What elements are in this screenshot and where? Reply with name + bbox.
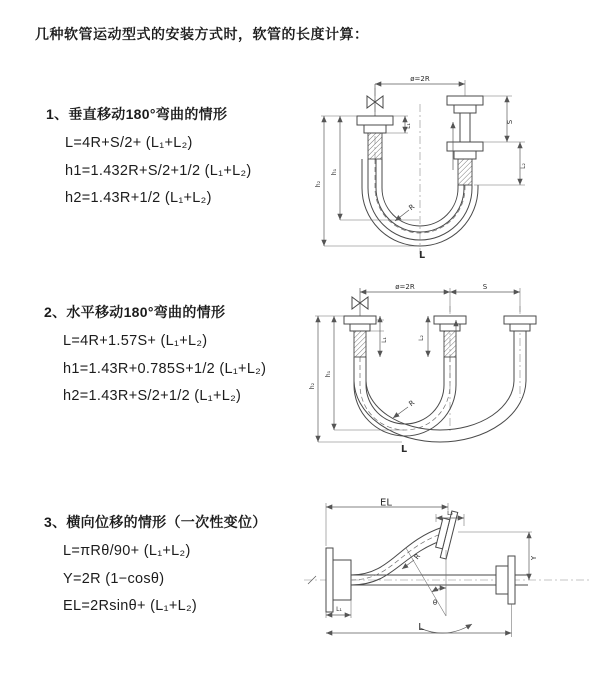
dim-l2-label: L₂ <box>520 163 527 169</box>
right-flange-lower <box>447 142 483 185</box>
upper-flange <box>433 509 457 559</box>
dim-h1-label: h₁ <box>331 168 338 176</box>
diagram-vertical-180 <box>310 70 598 262</box>
left-flange <box>357 116 393 159</box>
dim-stroke-label: S <box>506 119 514 125</box>
right-flange-upper <box>447 96 483 142</box>
formula-h1: h1=1.43R+0.785S+1/2 (L₁+L₂) <box>63 360 267 377</box>
section-1-formulas <box>65 135 252 206</box>
middle-flange <box>434 316 466 357</box>
radius-label: R <box>412 552 423 562</box>
dim-el-label: EL <box>380 498 392 509</box>
valve-icon <box>367 84 383 116</box>
angle-theta <box>406 548 472 633</box>
radius-label: R <box>407 202 417 213</box>
left-flange <box>344 316 376 357</box>
section-2 <box>44 302 266 416</box>
dim-span <box>375 75 465 96</box>
radius-callout <box>402 552 422 569</box>
formula-h1: h1=1.432R+S/2+1/2 (L₁+L₂) <box>65 162 252 179</box>
formula-h2: h2=1.43R+1/2 (L₁+L₂) <box>65 190 212 206</box>
section-3 <box>44 512 267 626</box>
dim-length-label: L <box>418 622 424 633</box>
dim-length <box>326 604 512 637</box>
section-1-heading: 1、垂直移动180°弯曲的情形 <box>46 106 228 122</box>
section-2-formulas <box>63 333 266 404</box>
dim-l1-label: L₁ <box>381 337 388 343</box>
dim-h2-label: h₂ <box>309 382 316 390</box>
left-flange <box>326 548 351 612</box>
hose-bundle <box>354 357 526 442</box>
formula-length: L=πRθ/90+ (L₁+L₂) <box>63 543 191 559</box>
dim-span <box>360 283 520 312</box>
dim-stroke-label: S <box>482 283 488 291</box>
radius-callout <box>395 203 416 221</box>
dim-l2-label: L₂ <box>418 335 425 341</box>
page-title: 几种软管运动型式的安装方式时，软管的长度计算： <box>35 26 369 42</box>
diagram-lateral-svg <box>296 498 600 654</box>
length-label: L <box>418 250 426 261</box>
formula-length: L=4R+1.57S+ (L₁+L₂) <box>63 333 208 349</box>
diagram-lateral-displacement <box>296 498 600 654</box>
section-3-heading: 3、横向位移的情形（一次性变位） <box>44 514 267 530</box>
diagram-horizontal-180-svg <box>308 280 600 456</box>
section-3-formulas <box>63 543 267 614</box>
dim-span-label: ø=2R <box>410 75 430 83</box>
dim-h2-label: h₂ <box>315 180 322 188</box>
section-2-heading: 2、水平移动180°弯曲的情形 <box>44 304 226 320</box>
hose-displaced-position <box>351 527 446 585</box>
radius-label: R <box>407 398 417 409</box>
formula-y: Y=2R (1−cosθ) <box>63 570 165 587</box>
dim-l2-label: L₂ <box>447 510 453 517</box>
swing-arrow <box>420 624 472 633</box>
angle-theta-label: θ <box>432 599 438 607</box>
dim-h1-label: h₁ <box>325 370 332 378</box>
dim-stroke <box>474 96 527 185</box>
dim-l1-label: L₁ <box>336 606 342 613</box>
radius-callout <box>393 399 416 418</box>
formula-length: L=4R+S/2+ (L₁+L₂) <box>65 135 193 151</box>
diagram-vertical-180-svg <box>310 70 598 262</box>
formula-el: EL=2Rsinθ+ (L₁+L₂) <box>63 598 198 614</box>
dim-span-label: ø=2R <box>395 283 415 291</box>
dim-h2 <box>315 116 418 246</box>
dim-l1-label: L₁ <box>405 123 412 129</box>
length-label: L <box>400 444 408 455</box>
formula-h2: h2=1.43R+S/2+1/2 (L₁+L₂) <box>63 388 242 404</box>
dim-y-label: Y <box>530 555 538 561</box>
section-1 <box>46 104 252 218</box>
dim-l2 <box>418 316 428 357</box>
diagram-horizontal-180 <box>308 280 600 456</box>
